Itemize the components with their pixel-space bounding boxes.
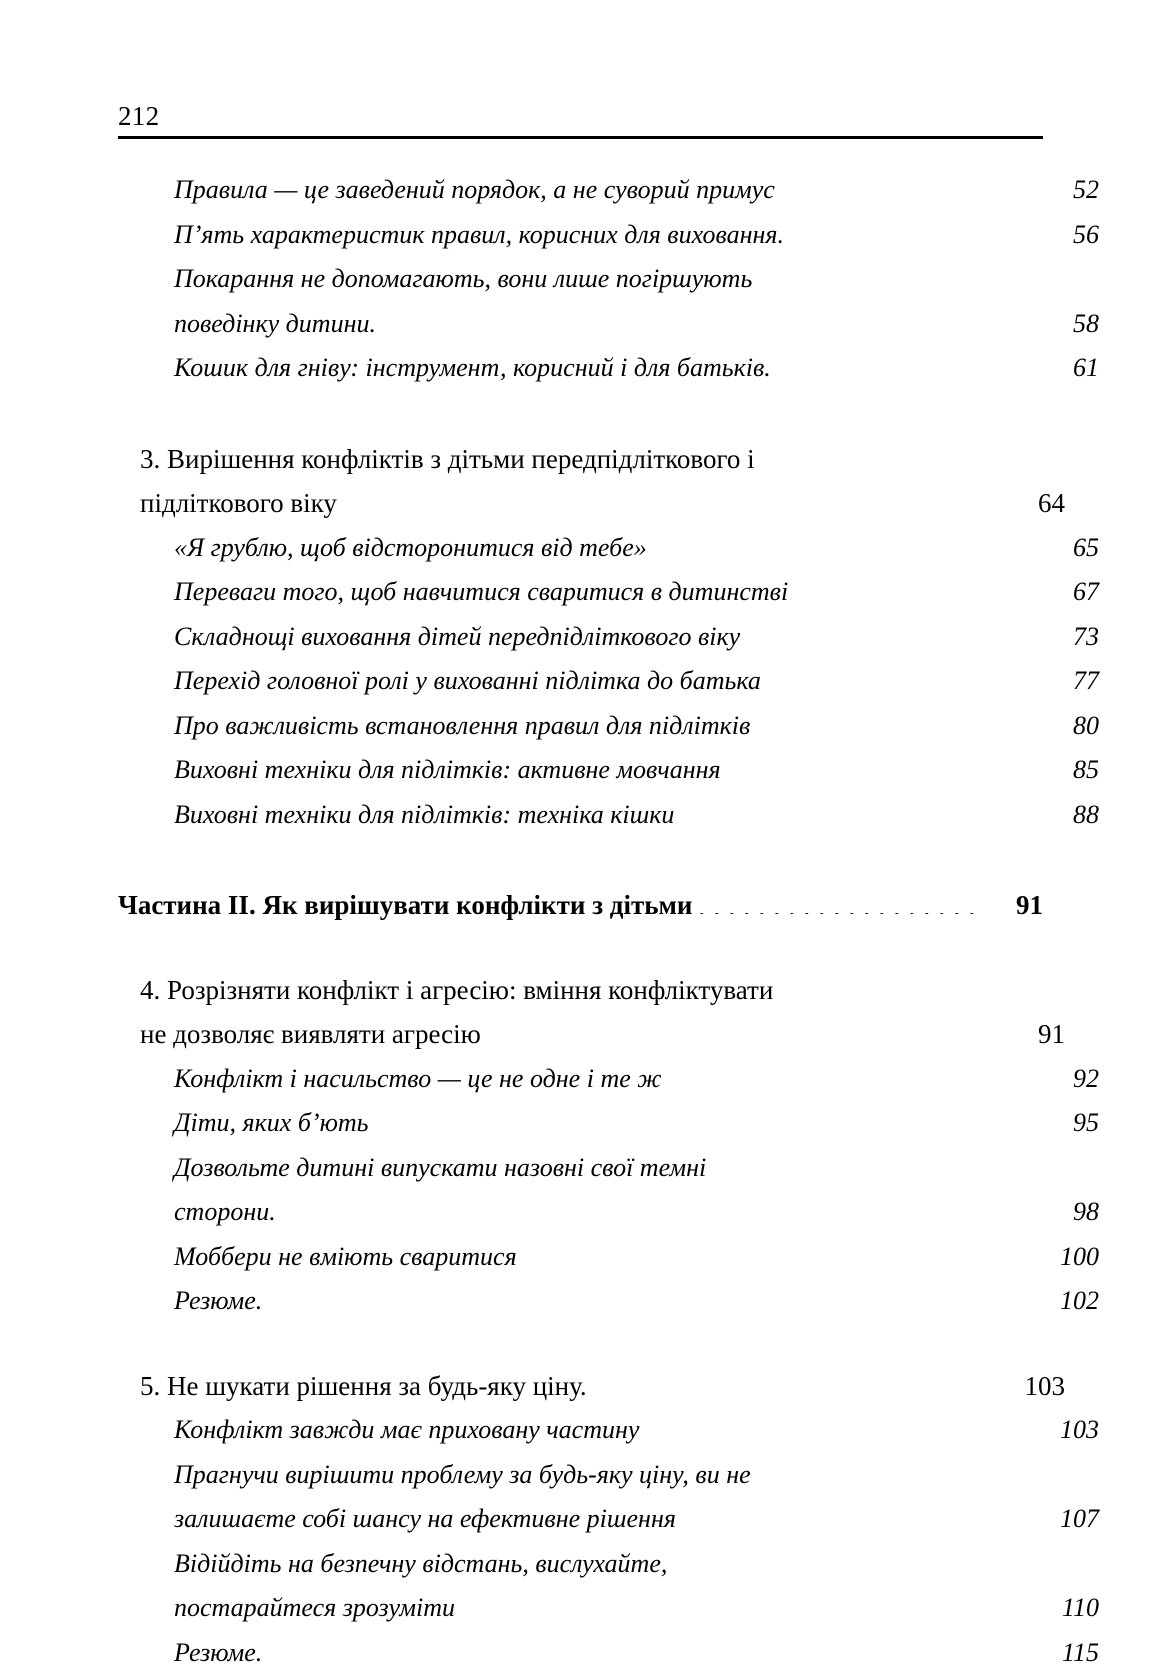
toc-entry-label: Покарання не допомагають, вони лише погіршують <box>174 257 758 302</box>
toc-leader-dots <box>645 1412 1031 1438</box>
toc-leader-dots <box>781 172 1031 198</box>
toc-entry-label: сторони. <box>174 1190 282 1235</box>
toc-entry-e11[interactable] <box>118 748 1099 793</box>
toc-entry-e12[interactable] <box>118 793 1099 838</box>
toc-entry-e5-line-2[interactable] <box>118 481 1065 526</box>
toc-entry-e15[interactable] <box>118 1057 1099 1102</box>
toc-entry-e1[interactable] <box>118 168 1099 213</box>
toc-entry-page-number: 73 <box>1031 615 1099 660</box>
toc-entry-label: «Я грублю, щоб відсторонитися від тебе» <box>174 526 653 571</box>
toc-entry-label: не дозволяє виявляти агресію <box>140 1012 487 1057</box>
toc-leader-dots <box>673 1546 1031 1572</box>
toc-entry-label: постарайтеся зрозуміти <box>174 1586 461 1631</box>
toc-entry-label: Переваги того, щоб навчитися сваритися в дитинстві <box>174 570 794 615</box>
toc-leader-dots <box>343 485 997 512</box>
toc-entry-label: Перехід головної ролі у вихованні підлітка до батька <box>174 659 767 704</box>
toc-entry-page-number: 64 <box>997 481 1065 526</box>
toc-entry-e16[interactable] <box>118 1101 1099 1146</box>
toc-entry-label: П’ять характеристик правил, корисних для виховання. <box>174 213 790 258</box>
toc-entry-label: Частина II. Як вирішувати конфлікти з дітьми <box>118 883 698 928</box>
toc-entry-page-number: 77 <box>1031 659 1099 704</box>
section-spacer <box>118 391 1043 437</box>
toc-entry-label: Резюме. <box>174 1279 268 1324</box>
toc-entry-e8[interactable] <box>118 615 1099 660</box>
toc-entry-e18[interactable] <box>118 1235 1099 1280</box>
toc-entry-page-number: 100 <box>1031 1235 1099 1280</box>
toc-leader-dots <box>712 1150 1031 1176</box>
toc-entry-label: Виховні техніки для підлітків: техніка кішки <box>174 793 680 838</box>
toc-entry-e5-line-1[interactable] <box>118 437 1065 482</box>
toc-entry-e4[interactable] <box>118 346 1099 391</box>
toc-entry-page-number: 110 <box>1031 1586 1099 1631</box>
toc-entry-page-number: 92 <box>1031 1057 1099 1102</box>
toc-entry-page-number: 85 <box>1031 748 1099 793</box>
toc-entry-page-number: 58 <box>1031 302 1099 347</box>
toc-leader-dots <box>268 1635 1031 1661</box>
toc-entry-label: 5. Не шукати рішення за будь-яку ціну. <box>140 1364 593 1409</box>
toc-entry-label: Діти, яких б’ють <box>174 1101 375 1146</box>
toc-entry-page-number: 107 <box>1031 1497 1099 1542</box>
header-divider-rule <box>118 136 1043 139</box>
toc-entry-e19[interactable] <box>118 1279 1099 1324</box>
toc-entry-page-number: 65 <box>1031 526 1099 571</box>
toc-entry-e22-line-2[interactable] <box>118 1497 1099 1542</box>
toc-entry-label: 4. Розрізняти конфлікт і агресію: вміння конфліктувати <box>140 968 779 1013</box>
toc-leader-dots <box>758 261 1031 287</box>
toc-entry-page-number: 52 <box>1031 168 1099 213</box>
toc-entry-label: підліткового віку <box>140 481 343 526</box>
toc-entry-e22-line-1[interactable] <box>118 1453 1099 1498</box>
toc-entry-label: Конфлікт завжди має приховану частину <box>174 1408 645 1453</box>
toc-entry-page-number: 67 <box>1031 570 1099 615</box>
toc-leader-dots <box>727 752 1031 778</box>
toc-entry-e3-line-1[interactable] <box>118 257 1099 302</box>
toc-leader-dots <box>487 1016 997 1043</box>
toc-leader-dots <box>698 887 975 914</box>
toc-entry-page-number: 103 <box>997 1364 1065 1409</box>
toc-leader-dots <box>667 1061 1031 1087</box>
section-spacer <box>118 837 1043 883</box>
toc-entry-page-number: 56 <box>1031 213 1099 258</box>
page-number-folio: 212 <box>118 100 1043 132</box>
toc-leader-dots <box>375 1105 1031 1131</box>
toc-leader-dots <box>282 1194 1031 1220</box>
toc-leader-dots <box>523 1239 1031 1265</box>
toc-leader-dots <box>268 1283 1031 1309</box>
toc-entry-page-number: 115 <box>1031 1631 1099 1675</box>
toc-entry-label: Резюме. <box>174 1631 268 1675</box>
toc-entry-page-number: 88 <box>1031 793 1099 838</box>
toc-entry-label: залишаєте собі шансу на ефективне рішення <box>174 1497 682 1542</box>
toc-entry-page-number: 102 <box>1031 1279 1099 1324</box>
toc-entry-e14-line-1[interactable] <box>118 968 1065 1013</box>
toc-entry-page-number: 98 <box>1031 1190 1099 1235</box>
toc-entry-page-number: 91 <box>997 1012 1065 1057</box>
page-header <box>118 100 1043 139</box>
toc-entry-label: 3. Вирішення конфліктів з дітьми передпідліткового і <box>140 437 761 482</box>
toc-entry-label: Виховні техніки для підлітків: активне мовчання <box>174 748 727 793</box>
toc-entry-label: Про важливість встановлення правил для підлітків <box>174 704 756 749</box>
toc-entry-e6[interactable] <box>118 526 1099 571</box>
toc-entry-label: поведінку дитини. <box>174 302 382 347</box>
section-spacer <box>118 928 1043 968</box>
toc-entry-e21[interactable] <box>118 1408 1099 1453</box>
toc-entry-page-number: 91 <box>975 883 1043 928</box>
toc-entry-label: Складнощі виховання дітей передпідліткового віку <box>174 615 746 660</box>
toc-entry-e17-line-1[interactable] <box>118 1146 1099 1191</box>
toc-entry-label: Прагнучи вирішити проблему за будь-яку ціну, ви не <box>174 1453 757 1498</box>
toc-entry-label: Кошик для гніву: інструмент, корисний і для батьків. <box>174 346 777 391</box>
toc-entry-e17-line-2[interactable] <box>118 1190 1099 1235</box>
toc-entry-label: Моббери не вміють сваритися <box>174 1235 523 1280</box>
toc-entry-e10[interactable] <box>118 704 1099 749</box>
toc-entry-label: Правила — це заведений порядок, а не суворий примус <box>174 168 781 213</box>
toc-leader-dots <box>777 350 1031 376</box>
toc-leader-dots <box>757 1457 1031 1483</box>
toc-entry-page-number: 103 <box>1031 1408 1099 1453</box>
toc-leader-dots <box>790 217 1031 243</box>
toc-entry-label: Конфлікт і насильство — це не одне і те ж <box>174 1057 667 1102</box>
toc-leader-dots <box>682 1501 1031 1527</box>
toc-leader-dots <box>653 530 1031 556</box>
toc-entry-page-number: 95 <box>1031 1101 1099 1146</box>
toc-entry-page-number: 61 <box>1031 346 1099 391</box>
toc-leader-dots <box>761 441 997 468</box>
toc-entry-e23-line-2[interactable] <box>118 1586 1099 1631</box>
toc-entry-e23-line-1[interactable] <box>118 1542 1099 1587</box>
toc-leader-dots <box>382 306 1031 332</box>
toc-entry-label: Дозвольте дитині випускати назовні свої темні <box>174 1146 712 1191</box>
toc-leader-dots <box>756 708 1031 734</box>
toc-entry-e20[interactable] <box>118 1364 1065 1409</box>
toc-entry-e7[interactable] <box>118 570 1099 615</box>
toc-entry-e13[interactable] <box>118 883 1043 928</box>
toc-leader-dots <box>593 1368 997 1395</box>
toc-entry-e2[interactable] <box>118 213 1099 258</box>
toc-entry-e9[interactable] <box>118 659 1099 704</box>
toc-entry-e24[interactable] <box>118 1631 1099 1675</box>
toc-entry-label: Відійдіть на безпечну відстань, вислухайте, <box>174 1542 673 1587</box>
section-spacer <box>118 1324 1043 1364</box>
toc-leader-dots <box>746 619 1031 645</box>
toc-entry-e14-line-2[interactable] <box>118 1012 1065 1057</box>
toc-entry-page-number: 80 <box>1031 704 1099 749</box>
toc-leader-dots <box>680 797 1031 823</box>
toc-leader-dots <box>767 663 1031 689</box>
toc-leader-dots <box>794 574 1031 600</box>
toc-entry-e3-line-2[interactable] <box>118 302 1099 347</box>
table-of-contents <box>118 168 1043 1675</box>
toc-leader-dots <box>779 972 997 999</box>
toc-leader-dots <box>461 1590 1031 1616</box>
